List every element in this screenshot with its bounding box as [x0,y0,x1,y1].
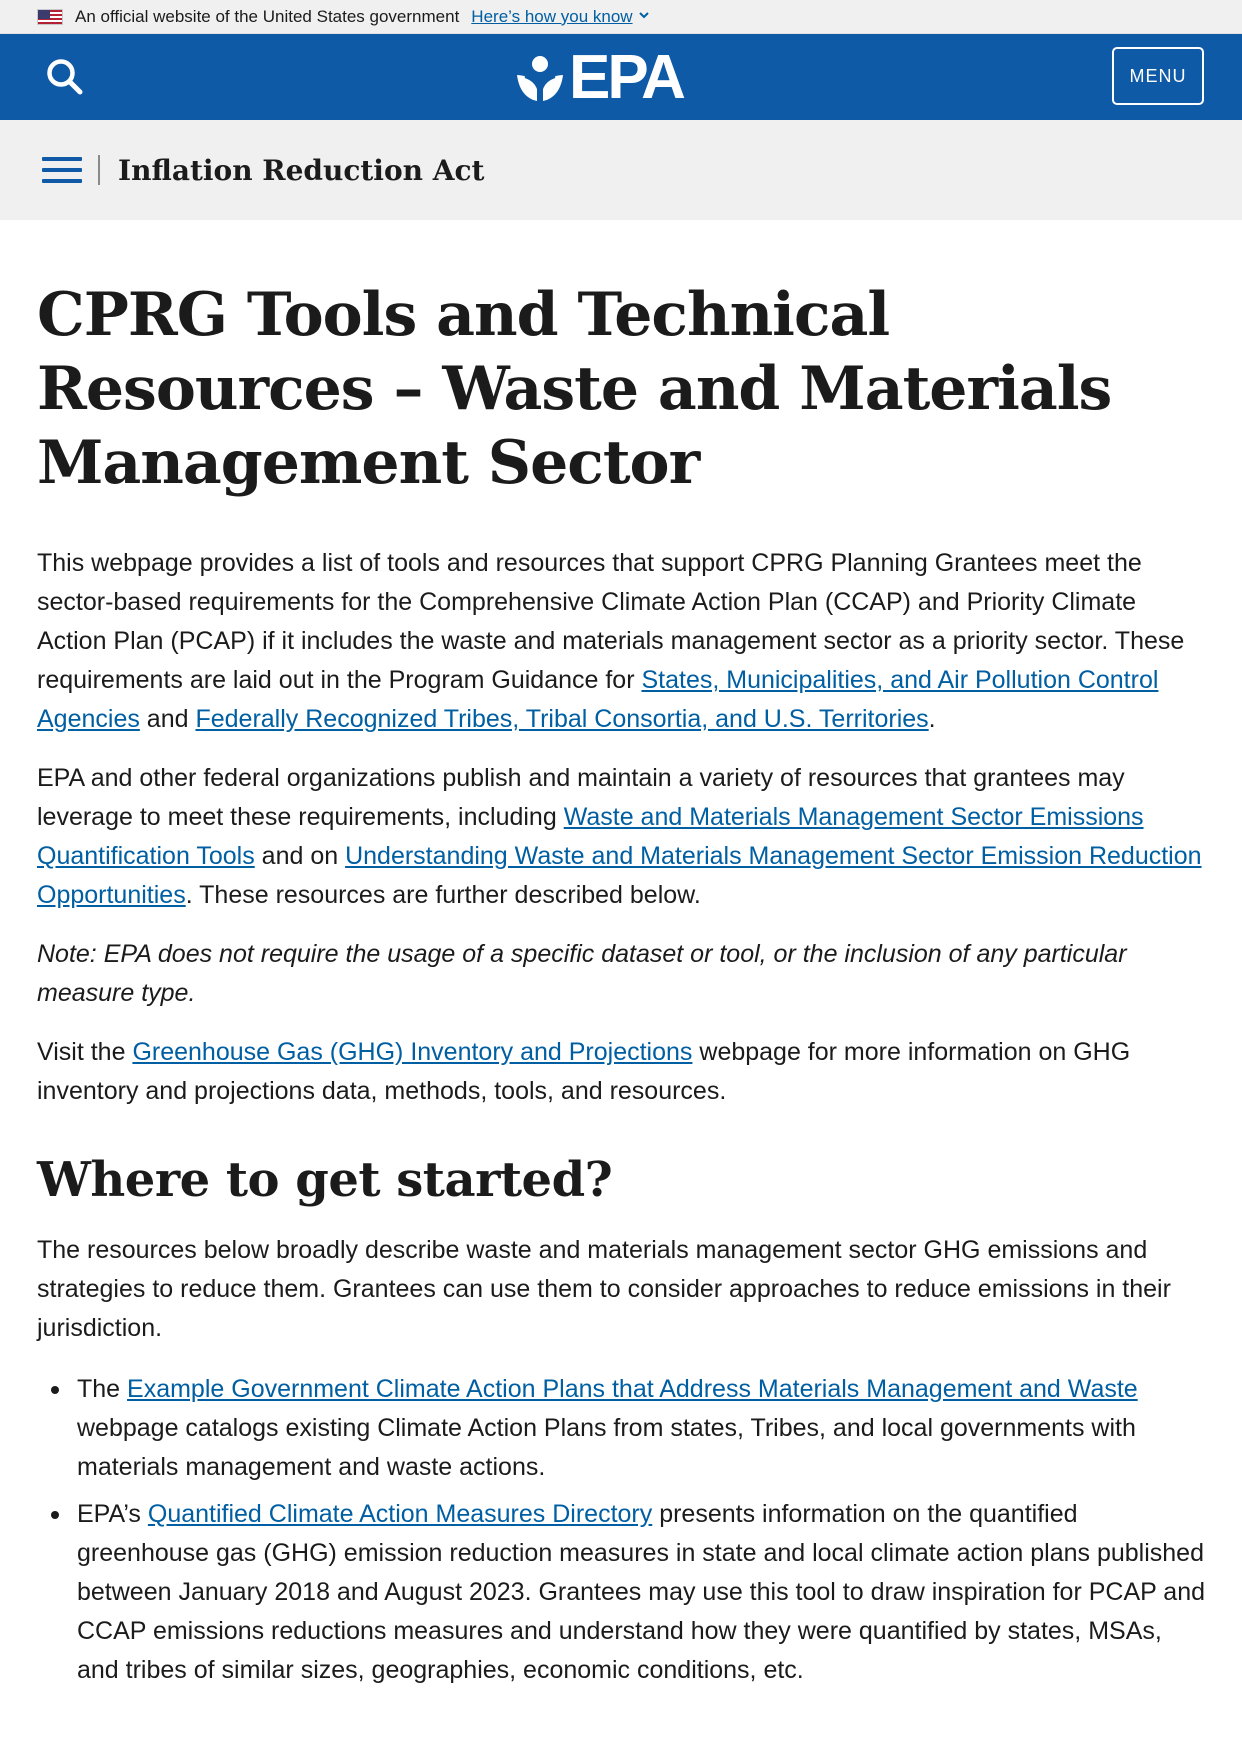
heres-how-you-know-link[interactable]: Here’s how you know [471,6,633,26]
us-flag-icon [37,9,63,25]
chevron-down-icon[interactable] [639,10,649,20]
list-item: EPA’s Quantified Climate Action Measures Directory presents information on the quantified greenhouse gas (GHG) emission reduction measures in state and local climate action plans published between January 2018 and August 2023. Grantees may use this tool to draw inspiration for PCAP and CCAP emissions reductions measures and understand how they were quantified by states, MSAs, and tribes of similar sizes, geographies, economic conditions, etc. [77,1495,1205,1690]
section-nav [0,120,1242,220]
epa-logo[interactable] [515,43,683,112]
gov-banner-text: An official website of the United States government [75,6,460,26]
where-to-start-heading: Where to get started? [37,1152,613,1208]
resources-paragraph: EPA and other federal organizations publish and maintain a variety of resources that grantees may leverage to meet these requirements, including Waste and Materials Management Sector Emissions Quantification Tools and on Understanding Waste and Materials Management Sector Emission Reduction Opportunities. These resources are further described below. [37,764,1202,909]
nav-divider [98,155,100,185]
note-paragraph: Note: EPA does not require the usage of a specific dataset or tool, or the inclusion of any particular measure type. [37,940,1127,1007]
list-item: The Example Government Climate Action Plans that Address Materials Management and Waste webpage catalogs existing Climate Action Plans from states, Tribes, and local governments with materials management and waste actions. [77,1370,1205,1487]
quantification-tools-link[interactable]: Waste and Materials Management Sector Emissions Quantification Tools [37,803,1144,870]
gov-banner [0,0,1242,34]
measures-directory-link[interactable]: Quantified Climate Action Measures Directory [147,1500,653,1528]
hamburger-icon[interactable] [42,157,82,183]
ghg-paragraph: Visit the Greenhouse Gas (GHG) Inventory and Projections webpage for more information on GHG inventory and projections data, methods, tools, and resources. [37,1038,1131,1105]
site-header [0,34,1242,120]
example-plans-link[interactable]: Example Government Climate Action Plans that Address Materials Management and Waste [127,1375,1138,1403]
epa-logo-text: EPA [569,43,683,112]
page-title: CPRG Tools and Technical Resources – Waste and Materials Management Sector [37,280,1112,498]
main-content [0,220,1242,1690]
states-guidance-link[interactable]: States, Municipalities, and Air Pollution Control Agencies [37,666,1159,733]
reduction-opportunities-link[interactable]: Understanding Waste and Materials Management Sector Emission Reduction Opportunities [37,842,1202,909]
search-icon [44,56,88,100]
menu-button[interactable]: MENU [1112,47,1204,105]
search-button[interactable] [44,56,88,100]
intro-paragraph: This webpage provides a list of tools and resources that support CPRG Planning Grantees meet the sector-based requirements for the Comprehensive Climate Action Plan (CCAP) and Priority Climate Action Plan (PCAP) if it includes the waste and materials management sector as a priority sector. These requirements are laid out in the Program Guidance for States, Municipalities, and Air Pollution Control Agencies and Federally Recognized Tribes, Tribal Consortia, and U.S. Territories. [37,549,1185,733]
start-paragraph: The resources below broadly describe waste and materials management sector GHG emissions and strategies to reduce them. Grantees can use them to consider approaches to reduce emissions in their jurisdiction. [37,1236,1171,1342]
section-title[interactable]: Inflation Reduction Act [118,153,485,187]
ghg-inventory-link[interactable]: Greenhouse Gas (GHG) Inventory and Projections [132,1038,693,1066]
epa-logo-icon [515,53,565,103]
resources-list [37,1370,1205,1690]
tribes-guidance-link[interactable]: Federally Recognized Tribes, Tribal Consortia, and U.S. Territories [195,705,929,733]
